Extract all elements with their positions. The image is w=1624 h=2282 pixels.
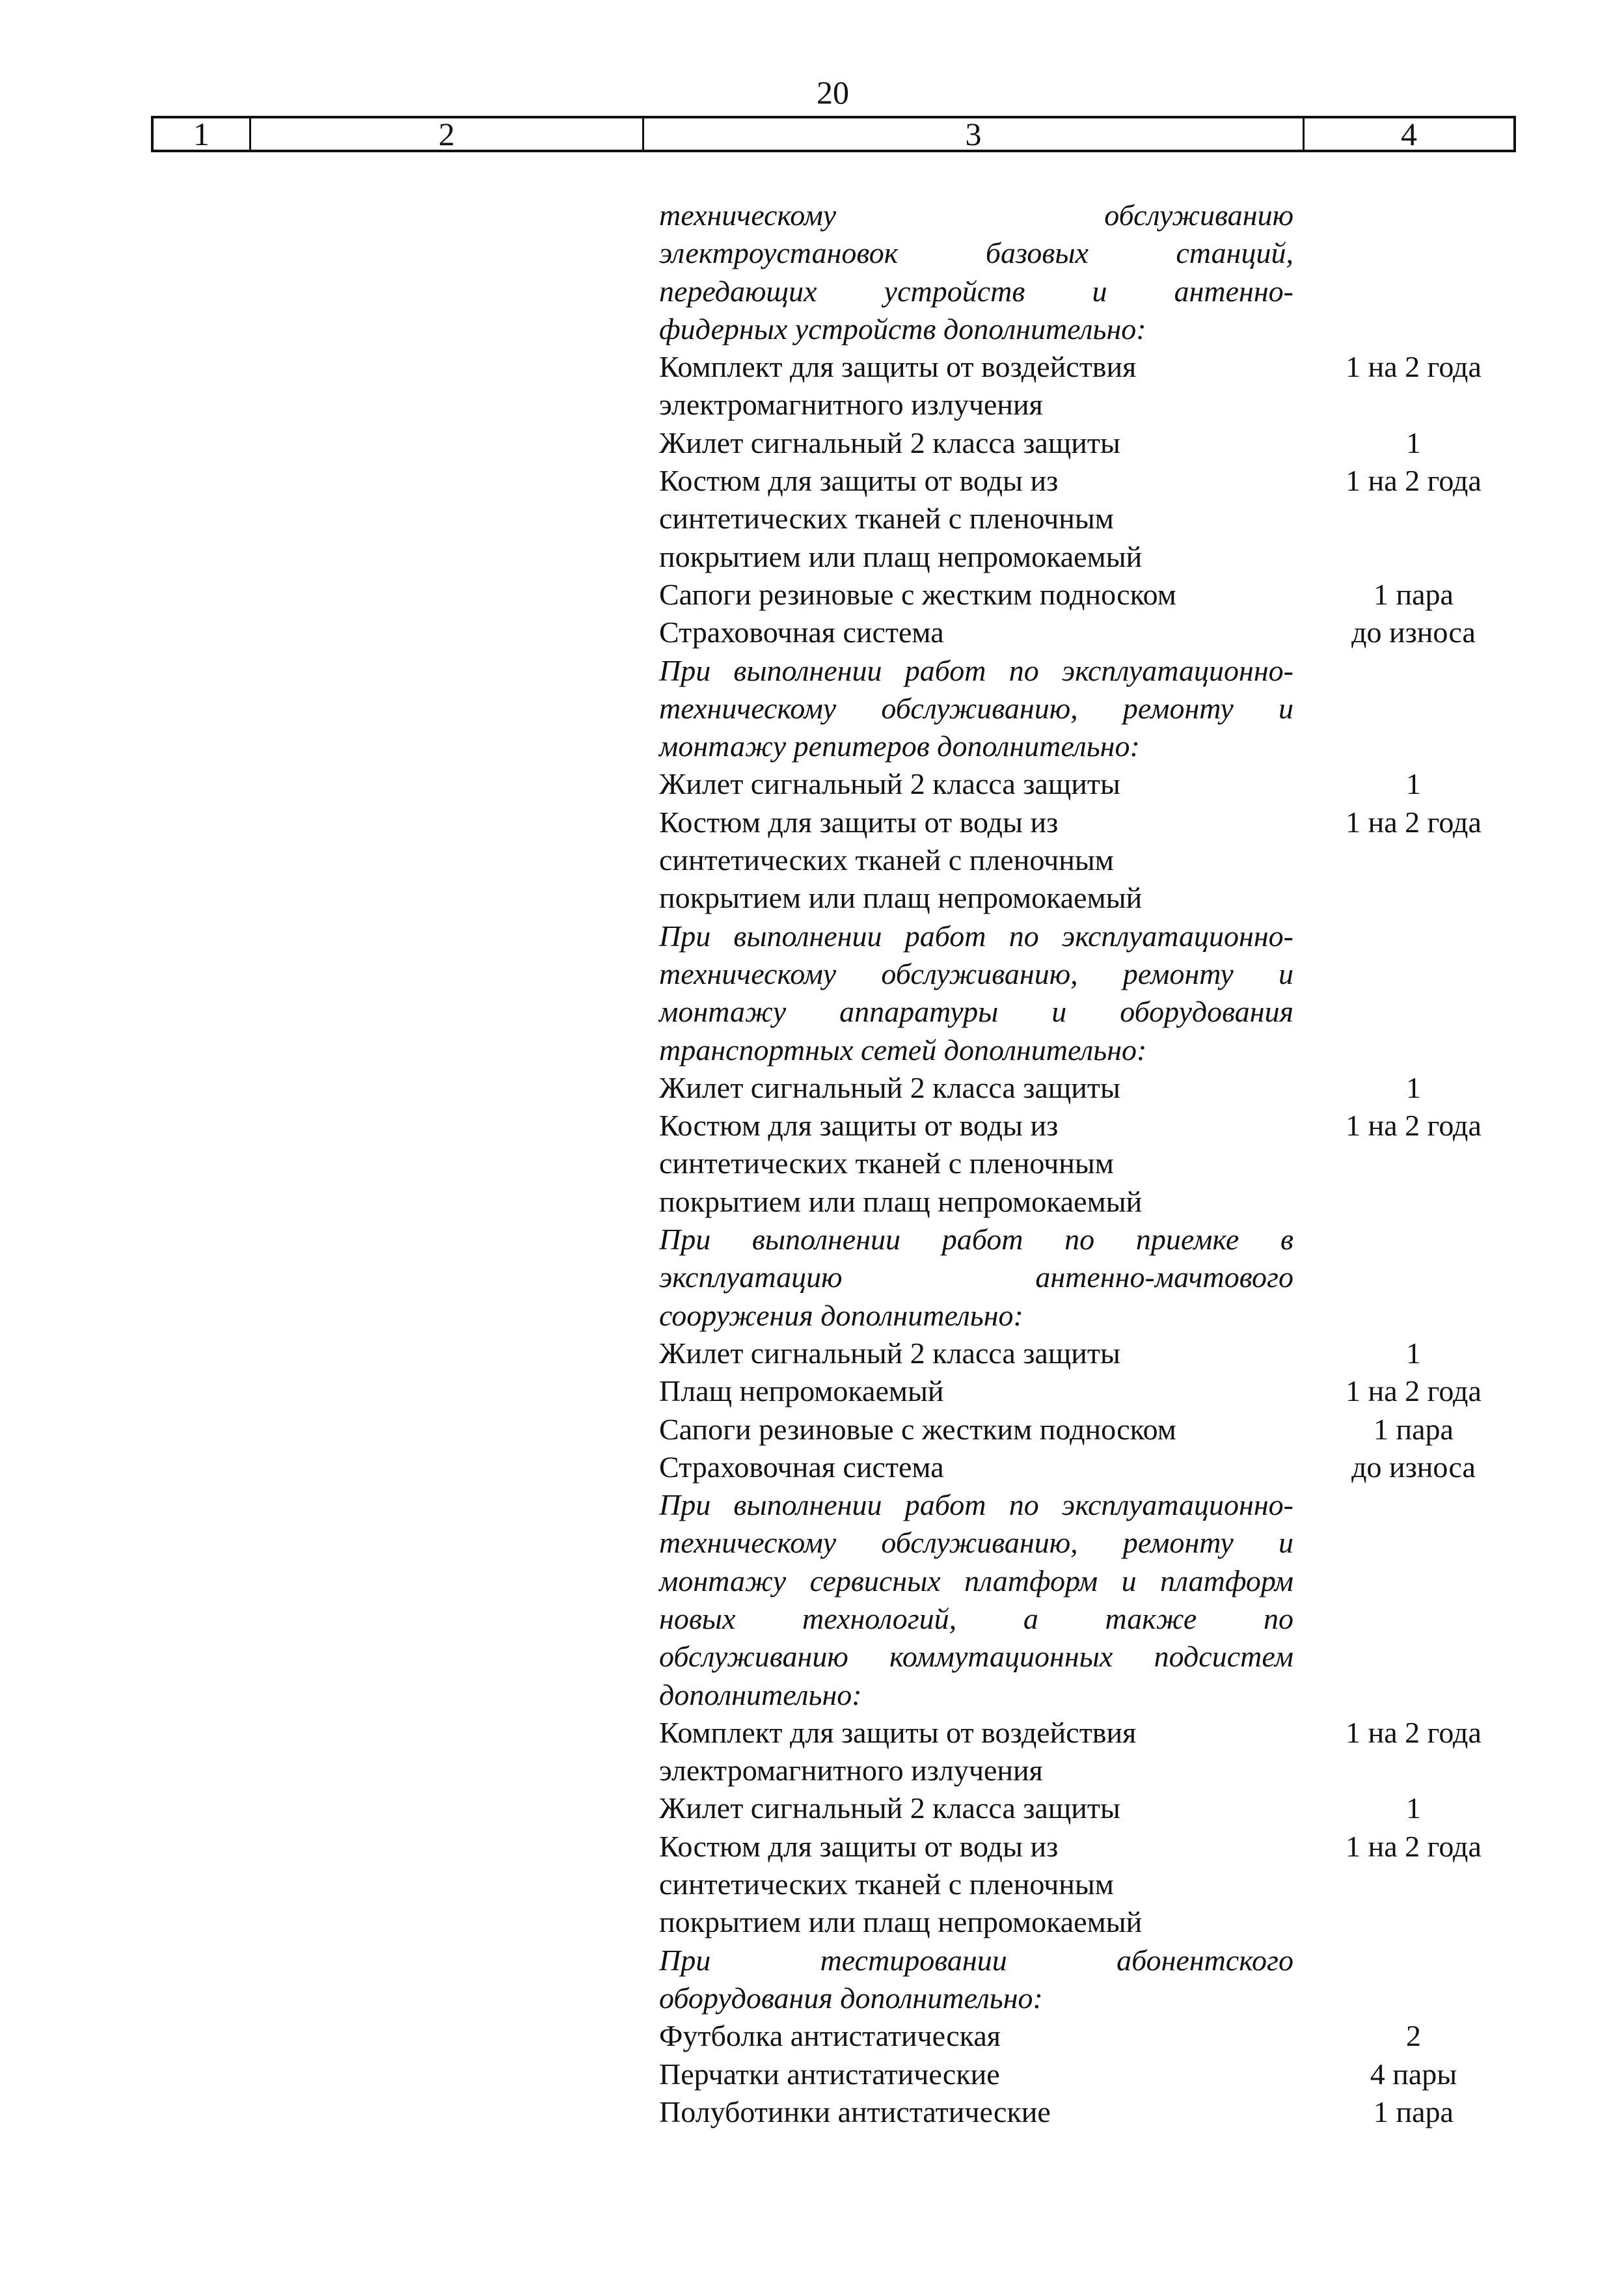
item-quantity: 1 на 2 года xyxy=(1346,805,1482,839)
table-row xyxy=(0,462,1624,500)
table-row xyxy=(0,424,1624,462)
item-quantity: 4 пары xyxy=(1370,2057,1457,2091)
table-row xyxy=(0,879,1624,917)
table-row xyxy=(0,1183,1624,1221)
item-name: электромагнитного излучения xyxy=(659,388,1043,422)
item-quantity: 1 пара xyxy=(1374,1412,1454,1446)
table-row xyxy=(0,386,1624,424)
item-name: Жилет сигнальный 2 класса защиты xyxy=(659,426,1120,459)
item-quantity: 1 на 2 года xyxy=(1346,1374,1482,1408)
item-name: Комплект для защиты от воздействия xyxy=(659,1715,1137,1749)
section-heading-line: сооружения дополнительно: xyxy=(659,1298,1023,1332)
table-row xyxy=(0,652,1624,690)
table-row xyxy=(0,1258,1624,1296)
table-row xyxy=(0,1221,1624,1258)
table-row xyxy=(0,1486,1624,1524)
table-row xyxy=(0,765,1624,803)
section-heading-line: оборудования дополнительно: xyxy=(659,1981,1043,2015)
item-name: покрытием или плащ непромокаемый xyxy=(659,539,1143,573)
table-row xyxy=(0,1297,1624,1335)
section-heading-line: При выполнении работ по эксплуатационно- xyxy=(659,1488,1293,1522)
column-header-2: 2 xyxy=(251,118,644,150)
table-row xyxy=(0,1145,1624,1182)
item-name: Костюм для защиты от воды из xyxy=(659,464,1059,498)
table-row xyxy=(0,1789,1624,1827)
item-name: Жилет сигнальный 2 класса защиты xyxy=(659,1070,1120,1104)
section-heading-line: техническому обслуживанию xyxy=(659,198,1293,232)
table-row xyxy=(0,2093,1624,2131)
table-row xyxy=(0,1676,1624,1714)
column-header-row xyxy=(151,116,1516,152)
table-row xyxy=(0,955,1624,993)
table-body xyxy=(0,197,1624,2131)
item-quantity: 1 xyxy=(1406,426,1421,459)
table-row xyxy=(0,804,1624,841)
table-row xyxy=(0,1866,1624,1903)
table-row xyxy=(0,348,1624,386)
item-name: Жилет сигнальный 2 класса защиты xyxy=(659,767,1120,801)
item-name: Перчатки антистатические xyxy=(659,2057,1000,2091)
table-row xyxy=(0,1752,1624,1789)
item-quantity: 1 на 2 года xyxy=(1346,1715,1482,1749)
page-number: 20 xyxy=(817,74,849,111)
section-heading-line: При выполнении работ по эксплуатационно- xyxy=(659,919,1293,953)
item-quantity: 1 на 2 года xyxy=(1346,1109,1482,1143)
section-heading-line: передающих устройств и антенно- xyxy=(659,274,1293,308)
item-quantity: 1 пара xyxy=(1374,577,1454,611)
table-row xyxy=(0,1335,1624,1372)
table-row xyxy=(0,1638,1624,1676)
item-quantity: 1 xyxy=(1406,1791,1421,1825)
section-heading-line: эксплуатацию антенно-мачтового xyxy=(659,1260,1293,1294)
section-heading-line: дополнительно: xyxy=(659,1678,862,1711)
table-row xyxy=(0,1828,1624,1866)
item-name: Страховочная система xyxy=(659,616,944,649)
section-heading-line: электроустановок базовых станций, xyxy=(659,236,1293,270)
item-quantity: до износа xyxy=(1351,616,1476,649)
table-row xyxy=(0,841,1624,879)
section-heading-line: монтажу репитеров дополнительно: xyxy=(659,729,1140,763)
item-quantity: до износа xyxy=(1351,1450,1476,1484)
item-name: Жилет сигнальный 2 класса защиты xyxy=(659,1336,1120,1370)
item-name: Жилет сигнальный 2 класса защиты xyxy=(659,1791,1120,1825)
column-header-3: 3 xyxy=(644,118,1305,150)
table-row xyxy=(0,614,1624,651)
table-row xyxy=(0,197,1624,234)
item-name: Футболка антистатическая xyxy=(659,2019,1001,2053)
table-row xyxy=(0,1903,1624,1941)
table-row xyxy=(0,1714,1624,1752)
table-row xyxy=(0,500,1624,537)
table-row xyxy=(0,917,1624,955)
section-heading-line: монтажу сервисных платформ и платформ xyxy=(659,1564,1293,1597)
table-row xyxy=(0,234,1624,272)
table-row xyxy=(0,1524,1624,1562)
table-row xyxy=(0,1448,1624,1486)
section-heading-line: техническому обслуживанию, ремонту и xyxy=(659,691,1293,725)
item-name: синтетических тканей с пленочным xyxy=(659,502,1114,536)
item-quantity: 1 на 2 года xyxy=(1346,1829,1482,1863)
table-row xyxy=(0,2017,1624,2055)
item-quantity: 2 xyxy=(1406,2019,1421,2053)
item-name: Полуботинки антистатические xyxy=(659,2095,1051,2128)
table-row xyxy=(0,1069,1624,1107)
item-name: синтетических тканей с пленочным xyxy=(659,843,1114,877)
item-name: Костюм для защиты от воды из xyxy=(659,1109,1059,1143)
item-quantity: 1 на 2 года xyxy=(1346,464,1482,498)
table-row xyxy=(0,1942,1624,1979)
column-header-4: 4 xyxy=(1401,116,1417,152)
item-name: Сапоги резиновые с жестким подноском xyxy=(659,577,1176,611)
item-name: покрытием или плащ непромокаемый xyxy=(659,1905,1143,1939)
table-row xyxy=(0,273,1624,310)
item-quantity: 1 xyxy=(1406,1070,1421,1104)
item-name: электромагнитного излучения xyxy=(659,1754,1043,1787)
section-heading-line: транспортных сетей дополнительно: xyxy=(659,1033,1147,1066)
item-quantity: 1 xyxy=(1406,767,1421,801)
section-heading-line: техническому обслуживанию, ремонту и xyxy=(659,957,1293,990)
table-row xyxy=(0,1600,1624,1638)
section-heading-line: фидерных устройств дополнительно: xyxy=(659,312,1146,346)
table-row xyxy=(0,993,1624,1031)
table-row xyxy=(0,538,1624,576)
table-row xyxy=(0,576,1624,614)
column-header-1: 1 xyxy=(154,118,251,150)
item-name: покрытием или плащ непромокаемый xyxy=(659,881,1143,915)
item-name: Сапоги резиновые с жестким подноском xyxy=(659,1412,1176,1446)
table-row xyxy=(0,727,1624,765)
table-row xyxy=(0,1979,1624,2017)
table-row xyxy=(0,1411,1624,1448)
section-heading-line: новых технологий, а также по xyxy=(659,1601,1293,1635)
item-name: Страховочная система xyxy=(659,1450,944,1484)
section-heading-line: техническому обслуживанию, ремонту и xyxy=(659,1526,1293,1560)
item-name: синтетических тканей с пленочным xyxy=(659,1868,1114,1901)
table-row xyxy=(0,1372,1624,1410)
table-row xyxy=(0,2056,1624,2093)
table-row xyxy=(0,1031,1624,1069)
item-quantity: 1 xyxy=(1406,1336,1421,1370)
item-name: Плащ непромокаемый xyxy=(659,1374,944,1408)
item-name: покрытием или плащ непромокаемый xyxy=(659,1184,1143,1218)
table-row xyxy=(0,310,1624,348)
item-name: Комплект для защиты от воздействия xyxy=(659,350,1137,384)
section-heading-line: монтажу аппаратуры и оборудования xyxy=(659,995,1293,1029)
table-row xyxy=(0,690,1624,727)
item-quantity: 1 пара xyxy=(1374,2095,1454,2128)
section-heading-line: При тестировании абонентского xyxy=(659,1943,1293,1977)
table-row xyxy=(0,1107,1624,1145)
section-heading-line: При выполнении работ по приемке в xyxy=(659,1223,1293,1256)
section-heading-line: обслуживанию коммутационных подсистем xyxy=(659,1640,1293,1674)
item-name: синтетических тканей с пленочным xyxy=(659,1147,1114,1180)
item-name: Костюм для защиты от воды из xyxy=(659,805,1059,839)
item-quantity: 1 на 2 года xyxy=(1346,350,1482,384)
table-row xyxy=(0,1562,1624,1600)
item-name: Костюм для защиты от воды из xyxy=(659,1829,1059,1863)
section-heading-line: При выполнении работ по эксплуатационно- xyxy=(659,653,1293,687)
